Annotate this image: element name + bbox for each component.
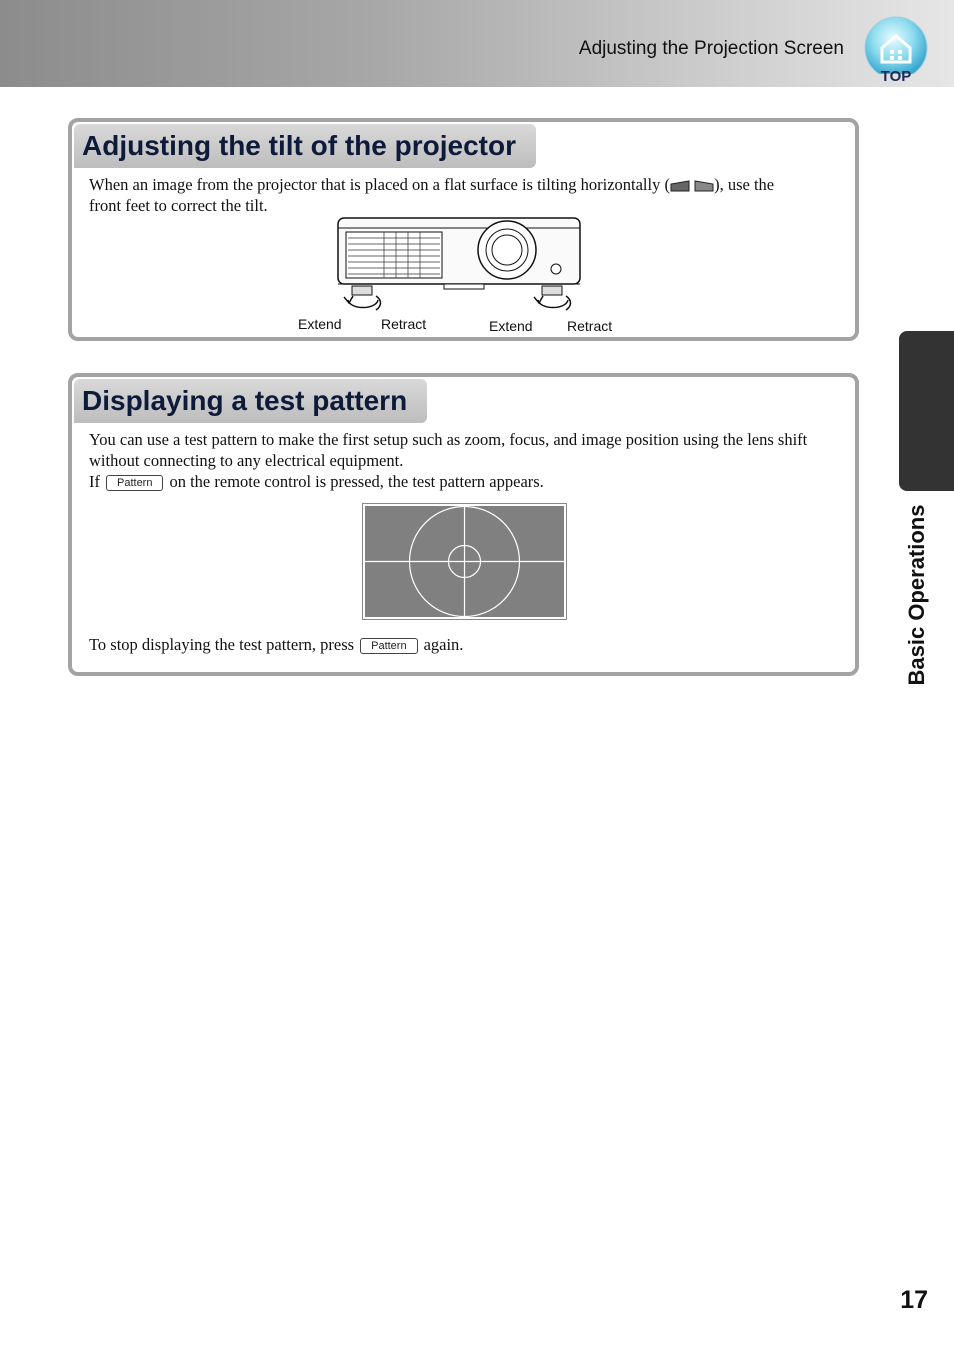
tilt-text-part1: When an image from the projector that is placed on a flat surface is tilting horizontally ( — [89, 175, 670, 194]
test-para3-before: To stop displaying the test pattern, press — [89, 635, 355, 654]
section-test-heading: Displaying a test pattern — [74, 379, 427, 423]
section-test-pattern — [68, 373, 859, 676]
projector-illustration — [334, 214, 584, 324]
pattern-key-2: Pattern — [360, 638, 417, 654]
test-para2 — [89, 471, 829, 492]
top-button[interactable] — [862, 14, 930, 86]
tilt-left-icon — [670, 180, 690, 192]
test-para1: You can use a test pattern to make the first setup such as zoom, focus, and image position using the lens shift without connecting to any electrical equipment. — [89, 430, 808, 470]
header-title: Adjusting the Projection Screen — [578, 38, 844, 59]
tilt-text-part2: ), use the — [714, 175, 775, 194]
page-number: 17 — [900, 1286, 928, 1314]
side-tab-label-text: Basic Operations — [904, 504, 929, 686]
side-tab[interactable] — [899, 331, 954, 491]
tilt-right-icon — [694, 180, 714, 192]
home-icon — [862, 14, 930, 74]
caption-left-retract: Retract — [381, 316, 427, 332]
caption-right-retract: Retract — [567, 318, 613, 334]
caption-right-extend: Extend — [489, 318, 533, 334]
test-para2-after: on the remote control is pressed, the test pattern appears. — [169, 472, 544, 491]
side-tab-label — [880, 500, 954, 690]
test-pattern-image — [362, 503, 567, 620]
test-para2-before: If — [89, 472, 100, 491]
pattern-key: Pattern — [106, 475, 163, 491]
test-para3-after: again. — [423, 635, 464, 654]
test-para3 — [89, 634, 829, 655]
section-tilt-heading: Adjusting the tilt of the projector — [74, 124, 536, 168]
section-tilt-text — [89, 174, 829, 216]
caption-left-extend: Extend — [298, 316, 342, 332]
tilt-text-line2: front feet to correct the tilt. — [89, 196, 268, 215]
top-label: TOP — [880, 68, 912, 85]
section-tilt — [68, 118, 859, 341]
